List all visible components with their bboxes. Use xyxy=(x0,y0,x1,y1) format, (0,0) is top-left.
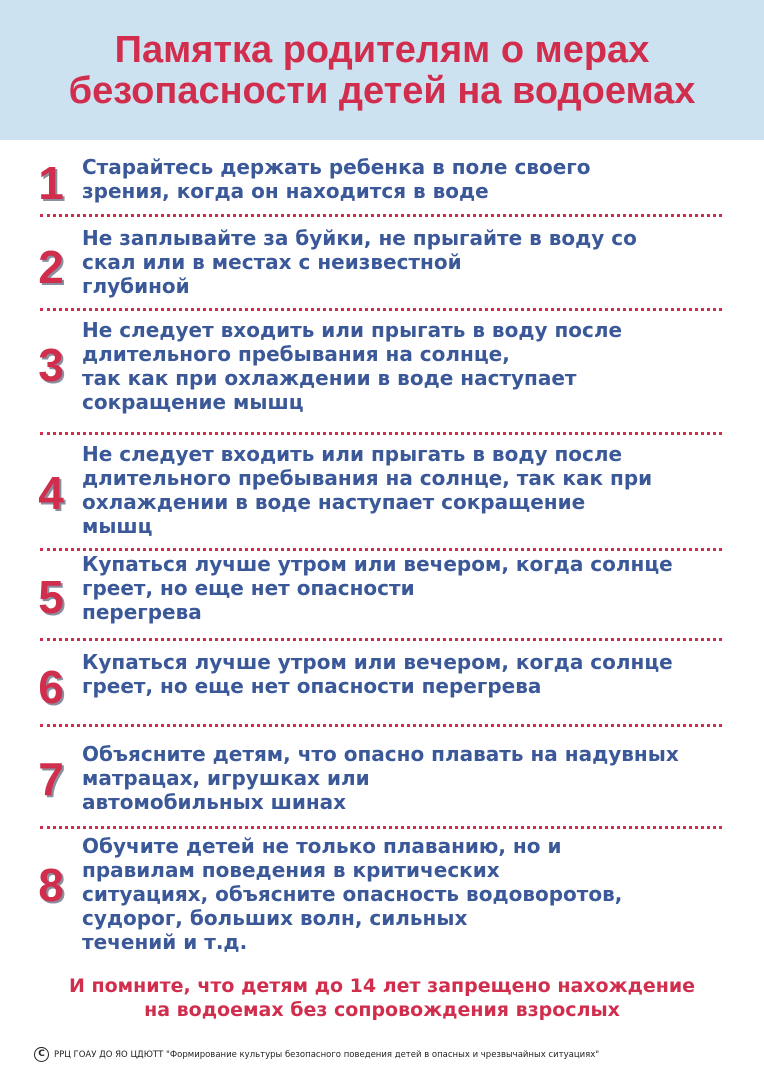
item-number: 4 xyxy=(38,467,64,519)
item-number: 2 xyxy=(38,241,64,293)
header-banner xyxy=(0,0,764,140)
item-text: Старайтесь держать ребенка в поле своего зрения, когда он находится в воде xyxy=(82,155,591,203)
footer-warning: И помните, что детям до 14 лет запрещено нахождение на водоемах без сопровождения взрослых xyxy=(68,975,696,1021)
item-text: Не следует входить или прыгать в воду после длительного пребывания на солнце, так как при охлаждении в воде наступает сокращение мышц xyxy=(82,442,653,538)
item-number: 7 xyxy=(38,753,64,805)
dotted-divider xyxy=(40,308,722,311)
item-number: 5 xyxy=(38,571,64,623)
credits-text: РРЦ ГОАУ ДО ЯО ЦДЮТТ "Формирование культуры безопасного поведения детей в опасных и чрезвычайных ситуациях" xyxy=(54,1050,600,1060)
item-text: Не следует входить или прыгать в воду после длительного пребывания на солнце, так как при охлаждении в воде наступает сокращение мышц xyxy=(82,318,623,414)
item-text: Обучите детей не только плаванию, но и правилам поведения в критических ситуациях, объясните опасность водоворотов, судорог, больших волн, сильных течений и т.д. xyxy=(82,834,623,954)
item-number: 3 xyxy=(38,339,64,391)
item-text: Купаться лучше утром или вечером, когда солнце греет, но еще нет опасности перегрева xyxy=(82,552,673,624)
dotted-divider xyxy=(40,214,722,217)
credits xyxy=(34,1045,754,1065)
item-text: Объясните детям, что опасно плавать на надувных матрацах, игрушках или автомобильных шинах xyxy=(82,742,679,814)
copyright-icon: C xyxy=(34,1047,49,1062)
dotted-divider xyxy=(40,826,722,829)
item-number: 8 xyxy=(38,859,64,911)
item-number: 1 xyxy=(38,157,64,209)
dotted-divider xyxy=(40,548,722,551)
item-number: 6 xyxy=(38,661,64,713)
item-text: Не заплывайте за буйки, не прыгайте в воду со скал или в местах с неизвестной глубиной xyxy=(82,226,637,298)
item-text: Купаться лучше утром или вечером, когда солнце греет, но еще нет опасности перегрева xyxy=(82,650,673,698)
page-title: Памятка родителям о мерах безопасности детей на водоемах xyxy=(68,29,696,112)
dotted-divider xyxy=(40,638,722,641)
dotted-divider xyxy=(40,724,722,727)
dotted-divider xyxy=(40,432,722,435)
